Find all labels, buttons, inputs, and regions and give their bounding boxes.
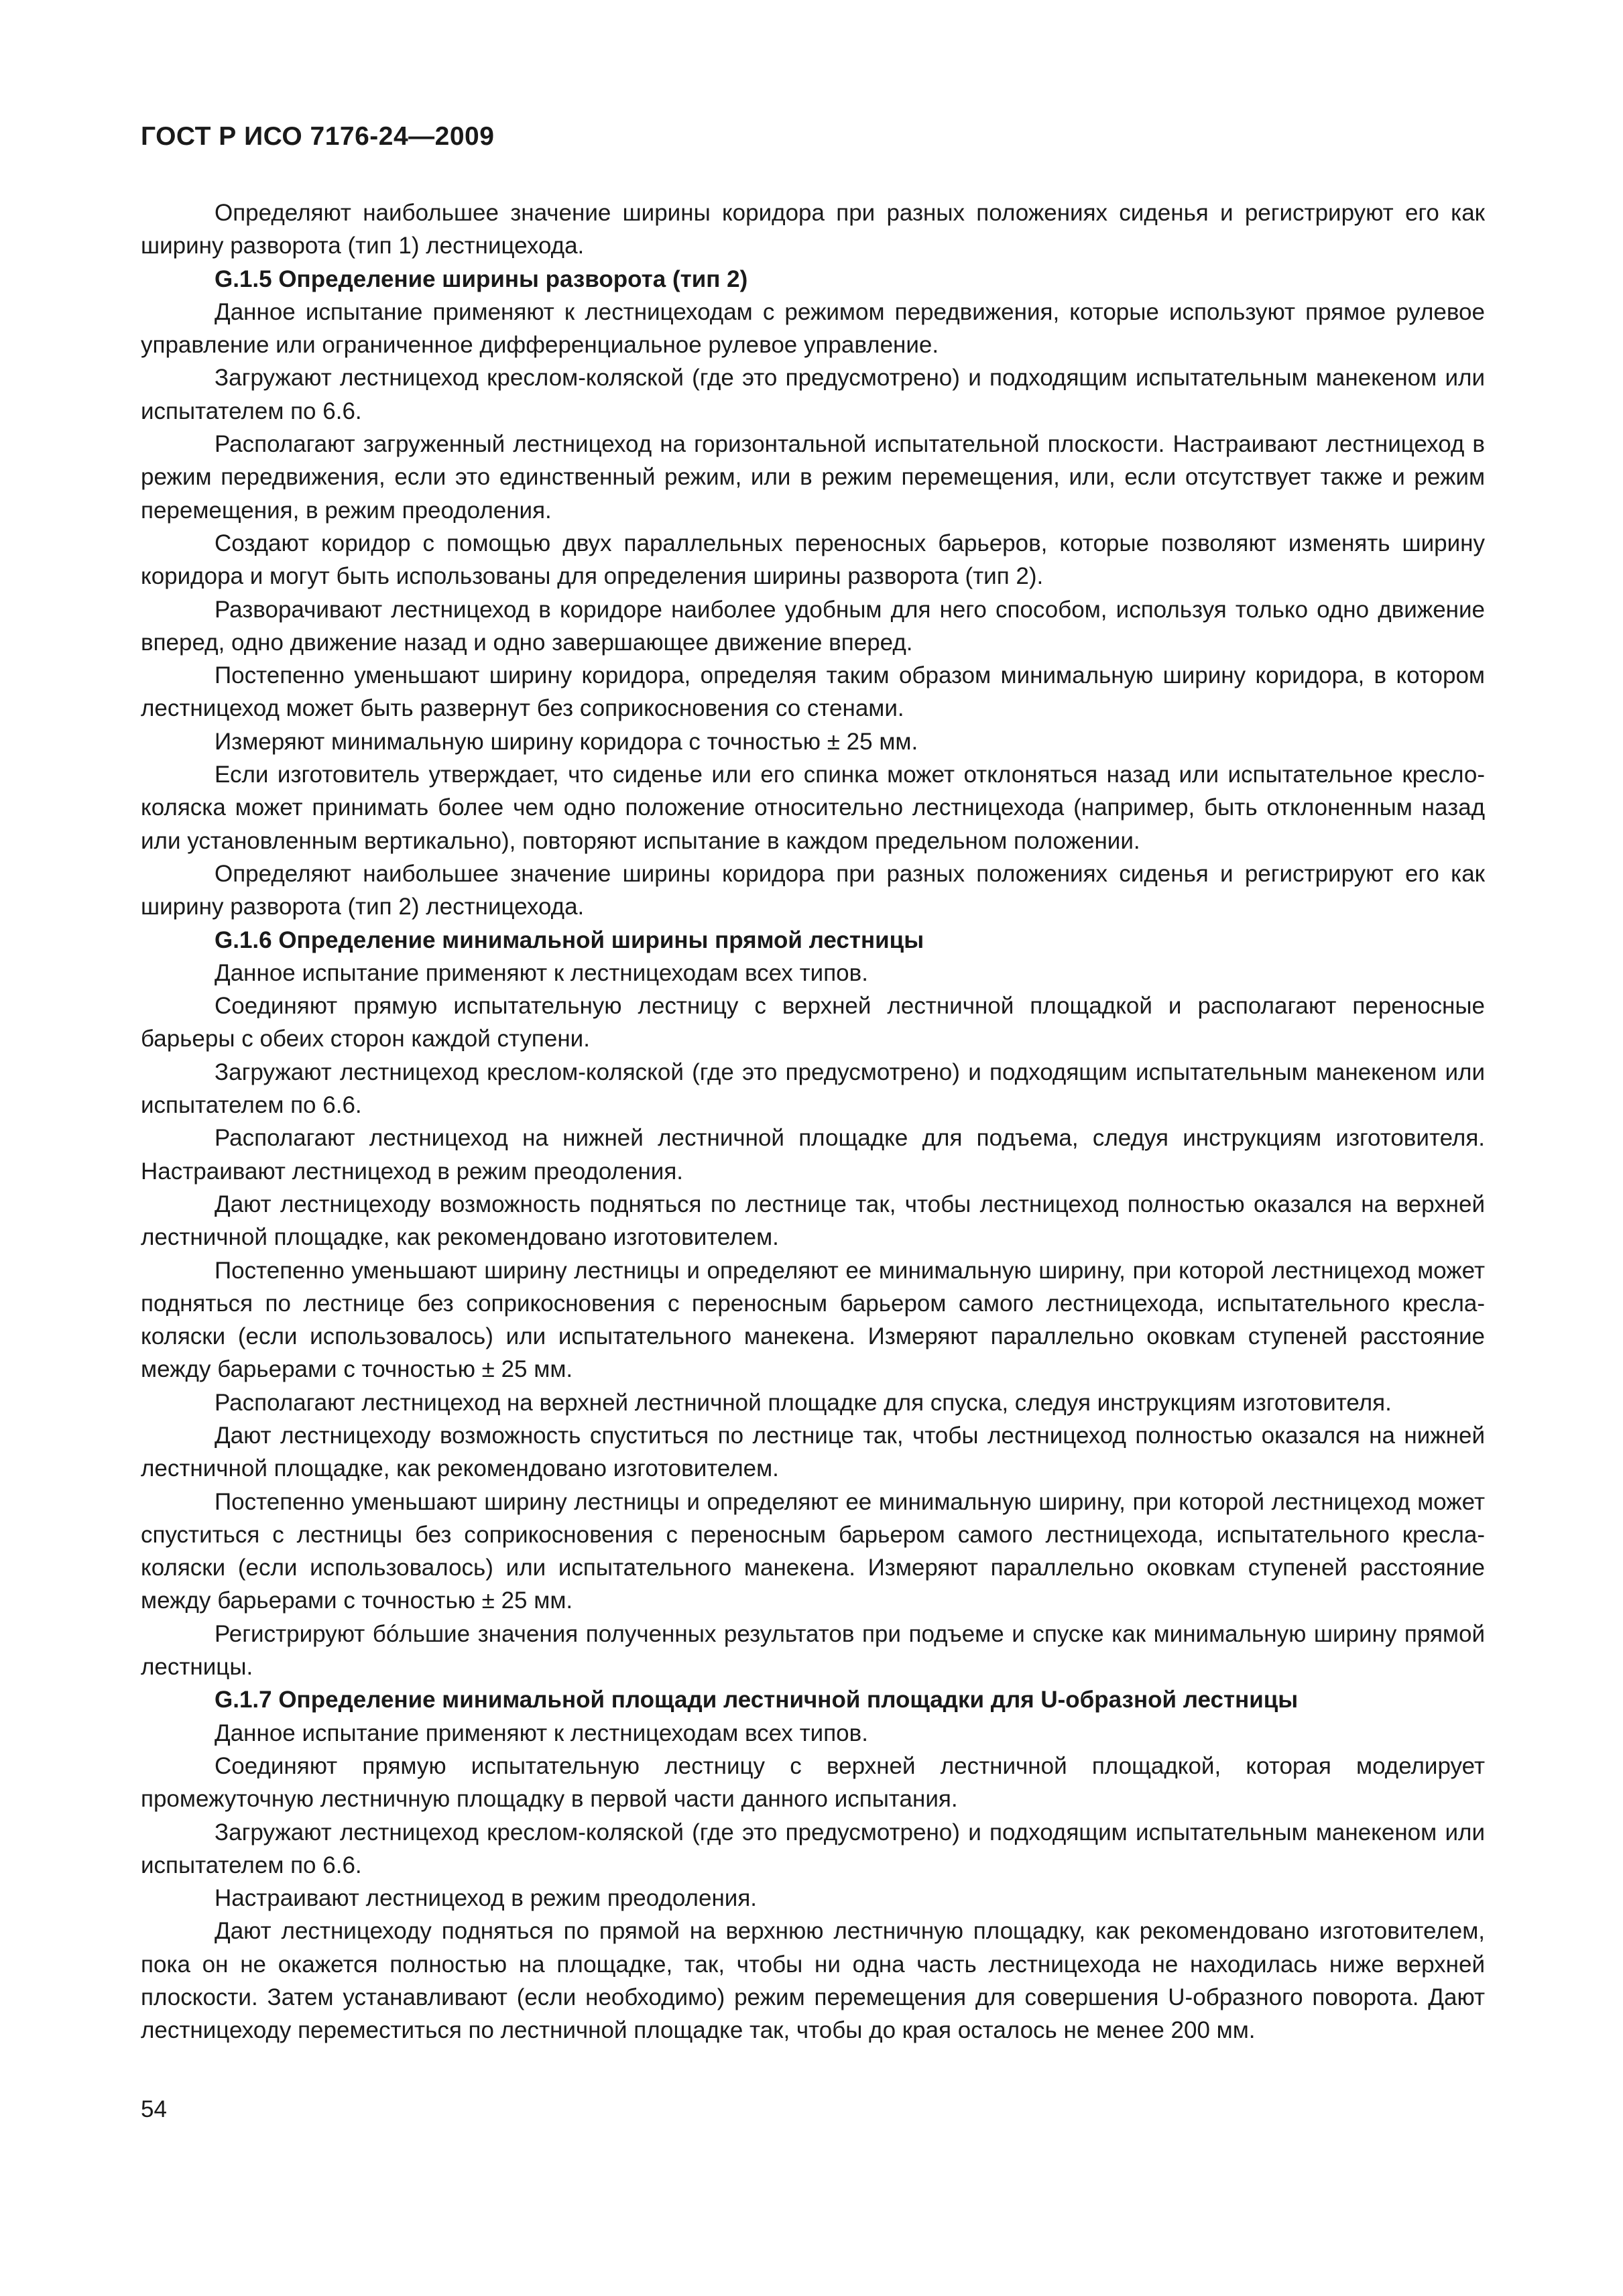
body-paragraph: Данное испытание применяют к лестницеходам с режимом передвижения, которые используют прямое рулевое управление или ограниченное дифференциальное рулевое управление. [141, 298, 1485, 359]
body-paragraph: Постепенно уменьшают ширину коридора, определяя таким образом минимальную ширину коридора, в котором лестницеход может быть развернут без соприкосновения со стенами. [141, 662, 1485, 722]
body-paragraph: Дают лестницеходу возможность спуститься по лестнице так, чтобы лестницеход полностью оказался на нижней лестничной площадке, как рекомендовано изготовителем. [141, 1422, 1485, 1482]
document-body [141, 196, 1485, 2047]
body-paragraph: Постепенно уменьшают ширину лестницы и определяют ее минимальную ширину, при которой лестницеход может подняться по лестнице без соприкосновения с переносным барьером самого лестницехода, испытательного кресла-коляски (если использовалось) или испытательного манекена. Измеряют параллельно оковкам ступеней расстояние между барьерами с точностью ± 25 мм. [141, 1257, 1485, 1383]
body-paragraph: Соединяют прямую испытательную лестницу с верхней лестничной площадкой и располагают переносные барьеры с обеих сторон каждой ступени. [141, 993, 1485, 1052]
body-paragraph: Регистрируют бóльшие значения полученных результатов при подъеме и спуске как минимальную ширину прямой лестницы. [141, 1620, 1485, 1681]
body-paragraph: Загружают лестницеход креслом-коляской (где это предусмотрено) и подходящим испытательным манекеном или испытателем по 6.6. [141, 365, 1485, 424]
body-paragraph: Если изготовитель утверждает, что сиденье или его спинка может отклоняться назад или испытательное кресло-коляска может принимать более чем одно положение относительно лестницехода (например, быть отклоненным назад или установленным вертикально), повторяют испытание в каждом предельном положении. [141, 762, 1485, 854]
body-paragraph: Настраивают лестницеход в режим преодоления. [215, 1885, 757, 1912]
body-paragraph: Загружают лестницеход креслом-коляской (где это предусмотрено) и подходящим испытательным манекеном или испытателем по 6.6. [141, 1059, 1485, 1119]
body-paragraph: Определяют наибольшее значение ширины коридора при разных положениях сиденья и регистрируют его как ширину разворота (тип 1) лестницехода. [141, 200, 1485, 259]
section-heading: G.1.6 Определение минимальной ширины прямой лестницы [215, 926, 924, 953]
body-paragraph: Дают лестницеходу возможность подняться по лестнице так, чтобы лестницеход полностью оказался на верхней лестничной площадке, как рекомендовано изготовителем. [141, 1191, 1485, 1251]
body-paragraph: Располагают лестницеход на верхней лестничной площадке для спуска, следуя инструкциям изготовителя. [215, 1389, 1392, 1416]
section-heading: G.1.7 Определение минимальной площади лестничной площадки для U-образной лестницы [215, 1687, 1299, 1713]
body-paragraph: Разворачивают лестницеход в коридоре наиболее удобным для него способом, используя только одно движение вперед, одно движение назад и одно завершающее движение вперед. [141, 596, 1485, 656]
body-paragraph: Располагают загруженный лестницеход на горизонтальной испытательной плоскости. Настраивают лестницеход в режим передвижения, если это единственный режим, или в режим перемещения, или, если отсутствует также и режим перемещения, в режим преодоления. [141, 431, 1485, 524]
body-paragraph: Дают лестницеходу подняться по прямой на верхнюю лестничную площадку, как рекомендовано изготовителем, пока он не окажется полностью на площадке, так, чтобы ни одна часть лестницехода не находилась ниже верхней плоскости. Затем устанавливают (если необходимо) режим перемещения для совершения U-образного поворота. Дают лестницеходу переместиться по лестничной площадке так, чтобы до края осталось не менее 200 мм. [141, 1918, 1485, 2044]
section-heading: G.1.5 Определение ширины разворота (тип 2) [215, 265, 748, 292]
body-paragraph: Измеряют минимальную ширину коридора с точностью ± 25 мм. [215, 728, 918, 755]
body-paragraph: Загружают лестницеход креслом-коляской (где это предусмотрено) и подходящим испытательным манекеном или испытателем по 6.6. [141, 1819, 1485, 1878]
body-paragraph: Располагают лестницеход на нижней лестничной площадке для подъема, следуя инструкциям изготовителя. Настраивают лестницеход в режим преодоления. [141, 1125, 1485, 1185]
body-paragraph: Постепенно уменьшают ширину лестницы и определяют ее минимальную ширину, при которой лестницеход может спуститься с лестницы без соприкосновения с переносным барьером самого лестницехода, испытательного кресла-коляски (если использовалось) или испытательного манекена. Измеряют параллельно оковкам ступеней расстояние между барьерами с точностью ± 25 мм. [141, 1488, 1485, 1614]
body-paragraph: Создают коридор с помощью двух параллельных переносных барьеров, которые позволяют изменять ширину коридора и могут быть использованы для определения ширины разворота (тип 2). [141, 530, 1485, 590]
page-number: 54 [141, 2096, 167, 2122]
body-paragraph: Данное испытание применяют к лестницеходам всех типов. [215, 1719, 868, 1746]
body-paragraph: Соединяют прямую испытательную лестницу с верхней лестничной площадкой, которая моделирует промежуточную лестничную площадку в первой части данного испытания. [141, 1752, 1485, 1813]
document-header: ГОСТ Р ИСО 7176-24—2009 [141, 122, 495, 151]
body-paragraph: Определяют наибольшее значение ширины коридора при разных положениях сиденья и регистрируют его как ширину разворота (тип 2) лестницехода. [141, 860, 1485, 920]
body-paragraph: Данное испытание применяют к лестницеходам всех типов. [215, 959, 868, 986]
